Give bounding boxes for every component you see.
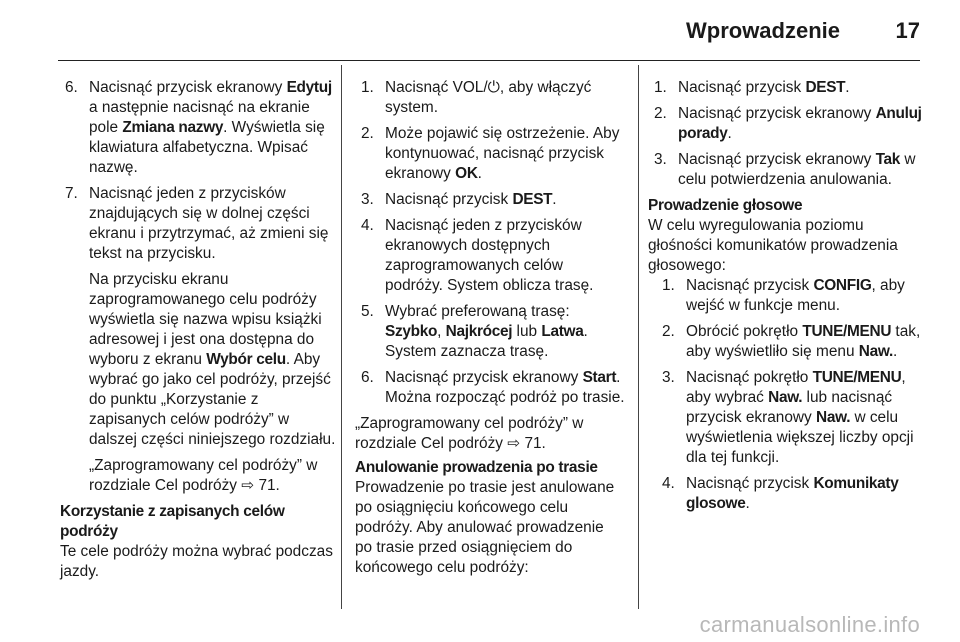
bold-term: Wybór celu	[206, 351, 286, 368]
watermark: carmanualsonline.info	[699, 612, 920, 637]
bold-term: TUNE/MENU	[812, 369, 902, 386]
text: w celu wyświetlenia większej liczby opcji dla tej funkcji.	[686, 409, 914, 466]
page-title: Wprowadzenie	[685, 18, 840, 43]
text: .	[727, 125, 732, 142]
list-number: 5.	[361, 303, 374, 320]
header-rule	[58, 60, 920, 61]
text: ,	[437, 323, 446, 340]
bold-term: Najkrócej	[445, 323, 513, 340]
text: .	[892, 343, 898, 360]
bold-term: DEST	[512, 191, 553, 208]
list-number: 3.	[662, 369, 675, 386]
text: .	[477, 165, 482, 182]
text: .	[845, 79, 850, 96]
text: Może pojawić się ostrzeżenie. Aby kontynuować, nacisnąć przycisk ekranowy	[385, 125, 620, 182]
list-text	[385, 302, 625, 362]
list-number: 2.	[361, 125, 374, 142]
bold-term: Edytuj	[286, 79, 332, 96]
list-number: 6.	[361, 369, 374, 386]
list-text	[89, 78, 336, 178]
text: Nacisnąć pokrętło	[686, 369, 813, 386]
list-item	[361, 302, 625, 362]
list-number: 1.	[361, 79, 374, 96]
list-text	[89, 184, 336, 496]
list-number: 6.	[65, 79, 78, 96]
column-divider-1	[341, 65, 342, 609]
text: Nacisnąć przycisk ekranowy	[678, 151, 876, 168]
text: .	[745, 495, 750, 512]
section-heading: Korzystanie z zapisanych celów podróży	[60, 503, 285, 540]
section-heading: Prowadzenie głosowe	[648, 197, 803, 214]
list-number: 1.	[654, 79, 667, 96]
list-text	[686, 368, 926, 468]
list-item	[662, 276, 926, 316]
bold-term: Latwa	[541, 323, 584, 340]
text: Wybrać preferowaną trasę:	[385, 303, 570, 320]
list-item	[662, 368, 926, 468]
text: Nacisnąć przycisk ekranowy	[385, 369, 583, 386]
text: Nacisnąć przycisk	[686, 475, 814, 492]
bold-term: Start	[582, 369, 617, 386]
section-heading: Anulowanie prowadzenia po trasie	[355, 459, 598, 476]
list-item	[65, 184, 336, 496]
bold-term: Naw.	[768, 389, 803, 406]
list-item	[361, 124, 625, 184]
bold-term: Komunikaty glosowe	[686, 475, 899, 512]
text: Nacisnąć jeden z przycisków znajdujących się w dolnej części ekranu i przytrzymać, aż zmieni się tekst na przycisku.	[89, 185, 329, 262]
list-number: 4.	[662, 475, 675, 492]
list-text: Nacisnąć VOL/⏻, aby włączyć system.	[385, 79, 592, 116]
list-item	[654, 104, 926, 144]
text: .	[552, 191, 557, 208]
text: , aby wejść w funkcje menu.	[686, 277, 905, 314]
bold-term: TUNE/MENU	[802, 323, 892, 340]
text: Nacisnąć przycisk	[678, 79, 806, 96]
text: Nacisnąć przycisk ekranowy	[678, 105, 876, 122]
text: lub nacisnąć przycisk ekranowy	[686, 389, 893, 426]
text: , aby wybrać	[686, 369, 906, 406]
list-text	[385, 368, 625, 408]
text: tak, aby wyświetliło się menu	[686, 323, 921, 360]
list-item	[361, 368, 625, 408]
list-item	[361, 190, 625, 210]
paragraph: W celu wyregulowania poziomu głośności komunikatów prowadzenia głosowego:	[648, 217, 898, 274]
list-text	[678, 78, 926, 98]
paragraph: Te cele podróży można wybrać podczas jazdy.	[60, 543, 333, 580]
list-text	[678, 104, 926, 144]
list-item	[662, 474, 926, 514]
text: w celu potwierdzenia anulowania.	[678, 151, 916, 188]
list-text	[686, 322, 926, 362]
bold-term: Naw.	[816, 409, 851, 426]
list-number: 3.	[654, 151, 667, 168]
text: . Aby wybrać go jako cel podróży, przejść do punktu „Korzystanie z zapisanych celów podróży” w dalszej części niniejszego rozdziału.	[89, 351, 336, 448]
page-header	[0, 0, 960, 58]
text: a następnie nacisnąć na ekranie pole	[89, 99, 310, 136]
list-number: 7.	[65, 185, 78, 202]
list-item	[662, 322, 926, 362]
text: . Można rozpocząć podróż po trasie.	[385, 369, 625, 406]
bold-term: Szybko	[385, 323, 438, 340]
column-2	[355, 78, 625, 578]
list-number: 4.	[361, 217, 374, 234]
list-item	[361, 78, 625, 118]
column-3	[648, 78, 926, 520]
list-item	[654, 78, 926, 98]
list-item	[361, 216, 625, 296]
text: Nacisnąć przycisk	[686, 277, 814, 294]
list-text	[686, 474, 926, 514]
column-1	[60, 78, 336, 582]
paragraph: Prowadzenie po trasie jest anulowane po osiągnięciu końcowego celu podróży. Aby anulować prowadzenie po trasie przed osiągnięciem do końcowego celu podróży:	[355, 479, 615, 576]
cross-reference: „Zaprogramowany cel podróży” w rozdziale Cel podróży ⇨ 71.	[89, 457, 318, 494]
numbered-list	[648, 276, 926, 514]
bold-term: Naw.	[858, 343, 893, 360]
text: . Wyświetla się klawiatura alfabetyczna. Wpisać nazwę.	[89, 119, 325, 176]
bold-term: DEST	[805, 79, 846, 96]
cross-reference: „Zaprogramowany cel podróży” w rozdziale Cel podróży ⇨ 71.	[355, 415, 584, 452]
text: . System zaznacza trasę.	[385, 323, 588, 360]
list-text: Nacisnąć jeden z przycisków ekranowych dostępnych zaprogramowanych celów podróży. System oblicza trasę.	[385, 217, 594, 294]
text: lub	[512, 323, 542, 340]
list-number: 2.	[654, 105, 667, 122]
text: Nacisnąć przycisk ekranowy	[89, 79, 287, 96]
list-text	[385, 190, 625, 210]
list-text	[686, 276, 926, 316]
bold-term: CONFIG	[813, 277, 872, 294]
text: Obrócić pokrętło	[686, 323, 803, 340]
list-item	[65, 78, 336, 178]
bold-term: OK	[455, 165, 478, 182]
list-number: 3.	[361, 191, 374, 208]
text: Na przycisku ekranu zaprogramowanego celu podróży wyświetla się nazwa wpisu książki adresowej i jest ona dostępna do wyboru z ekranu	[89, 271, 322, 368]
list-number: 2.	[662, 323, 675, 340]
list-text	[385, 124, 625, 184]
list-text	[678, 150, 926, 190]
text: Nacisnąć przycisk	[385, 191, 513, 208]
sub-paragraph	[89, 270, 336, 450]
list-number: 1.	[662, 277, 675, 294]
page-number: 17	[895, 18, 920, 43]
column-divider-2	[638, 65, 639, 609]
bold-term: Zmiana nazwy	[122, 119, 224, 136]
bold-term: Tak	[875, 151, 901, 168]
list-item	[654, 150, 926, 190]
bold-term: Anuluj porady	[678, 105, 922, 142]
